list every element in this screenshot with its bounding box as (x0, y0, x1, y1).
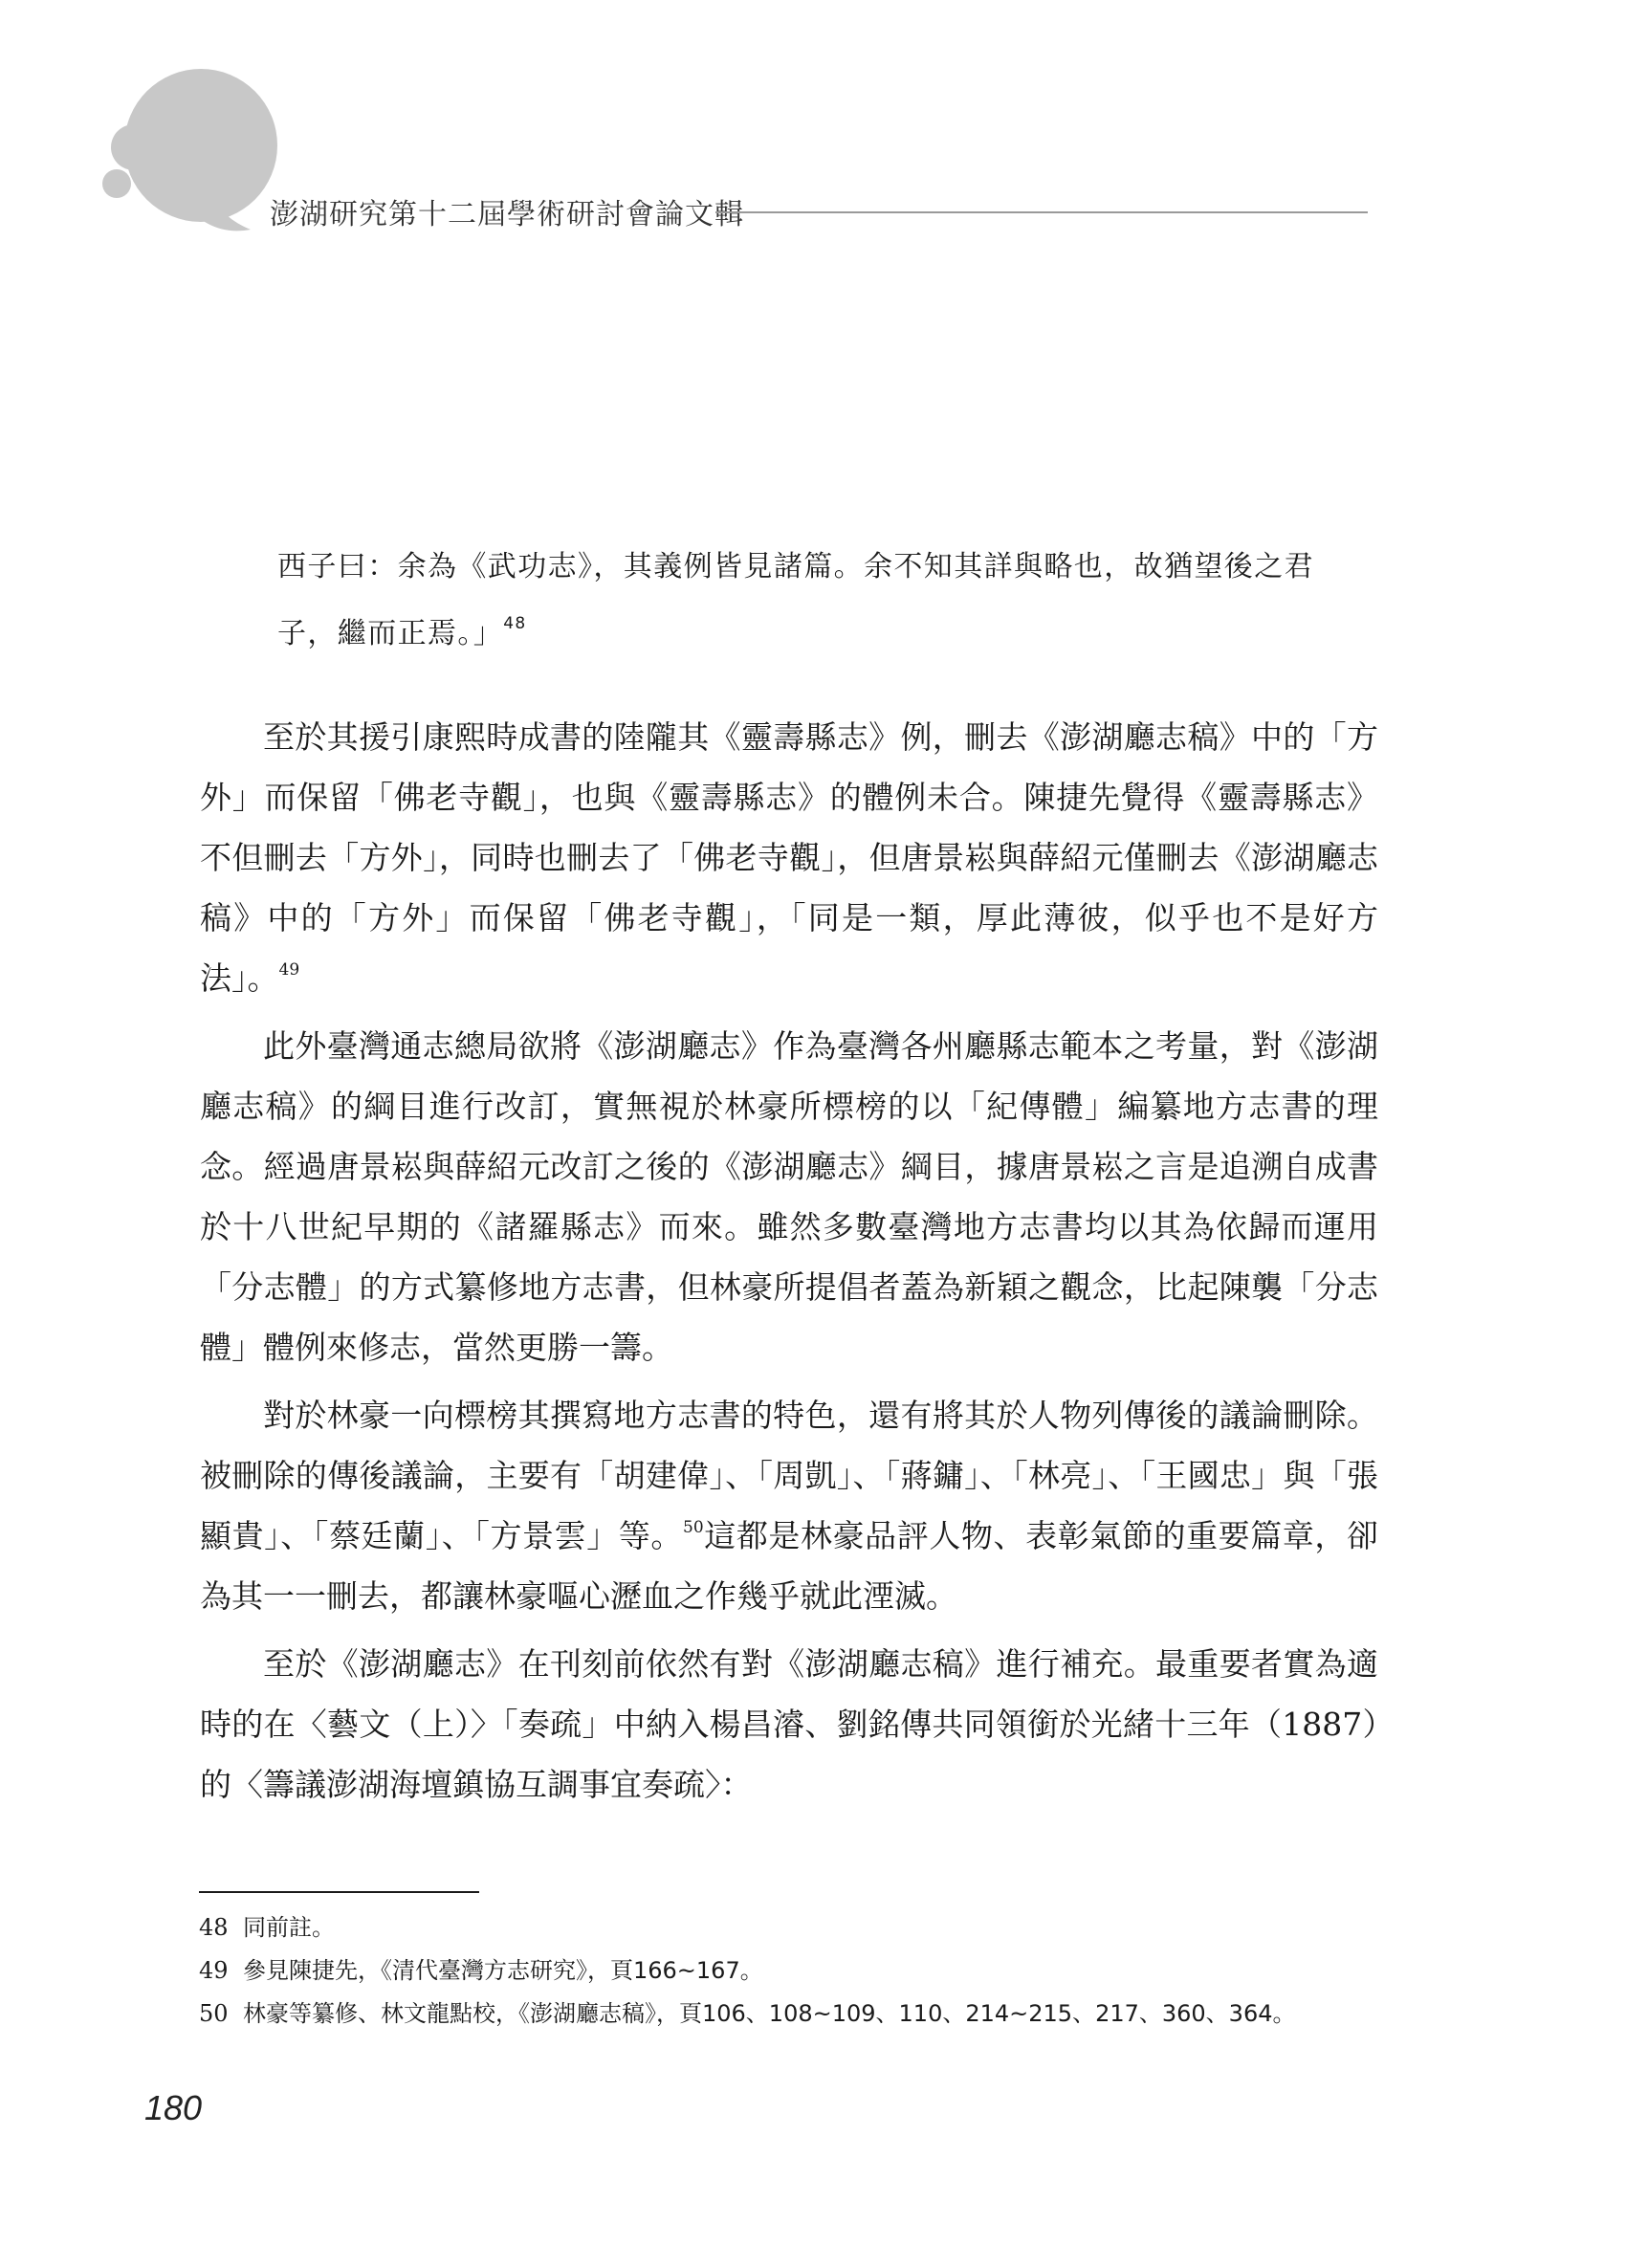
footnote-text: 同前註。 (243, 1914, 335, 1941)
page-number: 180 (144, 2088, 203, 2127)
logo-dot-small (102, 169, 131, 198)
header-rule (715, 211, 1368, 213)
paragraph-text: 至於其援引康熙時成書的陸隴其《靈壽縣志》例，刪去《澎湖廳志稿》中的「方外」而保留「佛老寺觀」，也與《靈壽縣志》的體例未合。陳捷先覺得《靈壽縣志》不但刪去「方外」，同時也刪去了「佛老寺觀」，但唐景崧與薛紹元僅刪去《澎湖廳志稿》中的「方外」而保留「佛老寺觀」，「同是一類，厚此薄彼，似乎也不是好方法」。 (200, 718, 1378, 997)
paragraph (200, 1016, 1378, 1377)
footnote-50 (199, 1993, 1377, 2036)
footnote-number: 49 (199, 1957, 229, 1984)
speech-bubble-dots-icon (0, 0, 287, 249)
paragraph-text: 至於《澎湖廳志》在刊刻前依然有對《澎湖廳志稿》進行補充。最重要者實為適時的在〈藝文（上）〉「奏疏」中納入楊昌濬、劉銘傳共同領銜於光緒十三年（1887）的〈籌議澎湖海壇鎮協互調事宜奏疏〉： (200, 1645, 1378, 1803)
footnote-ref-48: 48 (503, 614, 527, 633)
paragraph-text: 此外臺灣通志總局欲將《澎湖廳志》作為臺灣各州廳縣志範本之考量，對《澎湖廳志稿》的綱目進行改訂，實無視於林豪所標榜的以「紀傳體」編纂地方志書的理念。經過唐景崧與薛紹元改訂之後的《澎湖廳志》綱目，據唐景崧之言是追溯自成書於十八世紀早期的《諸羅縣志》而來。雖然多數臺灣地方志書均以其為依歸而運用「分志體」的方式纂修地方志書，但林豪所提倡者蓋為新穎之觀念，比起陳襲「分志體」體例來修志，當然更勝一籌。 (200, 1027, 1378, 1366)
running-header-title: 澎湖研究第十二屆學術研討會論文輯 (270, 198, 744, 231)
paragraph-text: 這都是林豪品評人物、表彰氣節的重要篇章，卻為其一一刪去，都讓林豪嘔心瀝血之作幾乎就此湮滅。 (200, 1517, 1379, 1615)
paragraph (200, 1385, 1378, 1626)
paragraph-text: 對於林豪一向標榜其撰寫地方志書的特色，還有將其於人物列傳後的議論刪除。被刪除的傳後議論，主要有「胡建偉」、「周凱」、「蔣鏞」、「林亮」、「王國忠」與「張顯貴」、「蔡廷蘭」、「方景雲」等。 (200, 1397, 1378, 1554)
footnote-number: 48 (199, 1914, 229, 1941)
footnote-text: 參見陳捷先，《清代臺灣方志研究》，頁166~167。 (243, 1957, 763, 1984)
logo-dot-large (111, 124, 157, 170)
footnote-ref-49: 49 (278, 960, 300, 980)
footnote-49 (199, 1949, 1377, 1993)
paragraph (200, 707, 1378, 1008)
quote-line-2 (277, 601, 1377, 668)
quote-line-1: 西子曰：余為《武功志》，其義例皆見諸篇。余不知其詳與略也，故猶望後之君 (277, 550, 1314, 584)
footnote-rule (199, 1891, 479, 1893)
block-quote (277, 534, 1377, 668)
footnote-text: 林豪等纂修、林文龍點校，《澎湖廳志稿》，頁106、108~109、110、214~215、217、360、364。 (243, 2000, 1296, 2027)
footnote-number: 50 (199, 2000, 229, 2027)
footnotes (199, 1906, 1377, 2036)
footnote-48 (199, 1906, 1377, 1949)
body-text (200, 707, 1378, 1822)
paragraph (200, 1634, 1378, 1815)
quote-line-2-text: 子，繼而正焉。」 (277, 617, 504, 650)
footnote-ref-50: 50 (683, 1518, 704, 1537)
